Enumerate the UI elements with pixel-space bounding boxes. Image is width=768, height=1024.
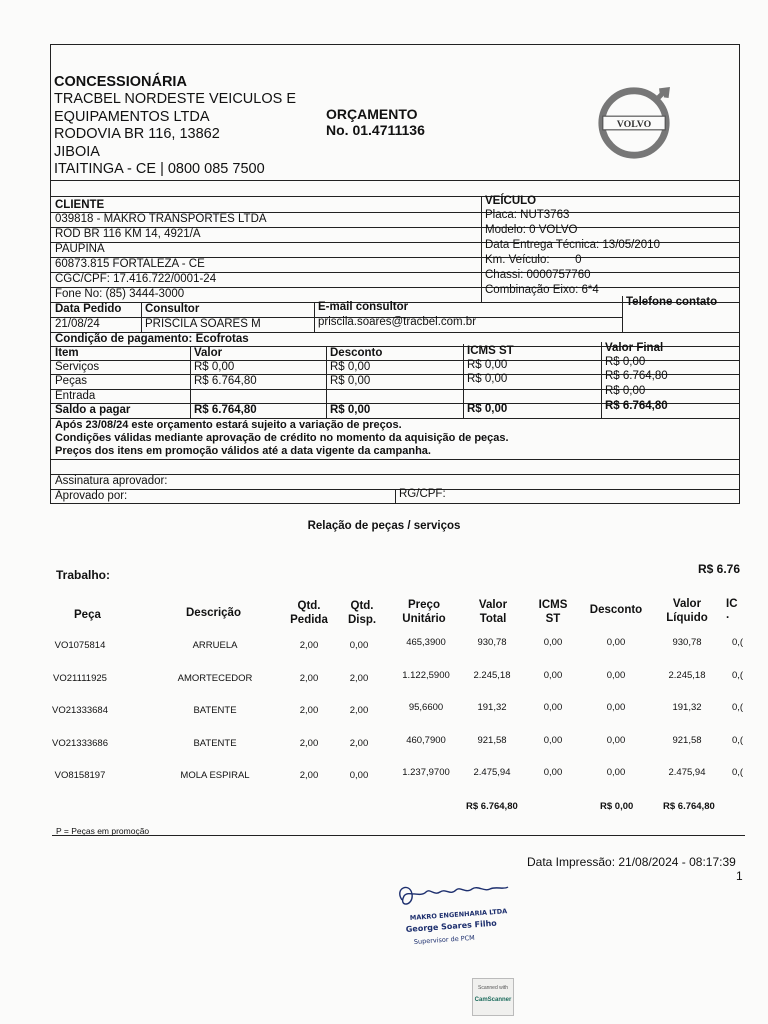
note-line: Condições válidas mediante aprovação de crédito no momento da aquisição de peças. xyxy=(55,432,509,444)
summary-cell: R$ 0,00 xyxy=(605,385,646,397)
vehicle-plate: Placa: NUT3763 xyxy=(485,209,570,221)
part-code-cell: VO8158197 xyxy=(54,770,106,781)
summary-cell: R$ 0,00 xyxy=(330,375,371,387)
table-cell: BATENTE xyxy=(193,705,237,716)
part-code-cell: VO21111925 xyxy=(53,672,107,684)
table-cell: 1.237,9700 xyxy=(402,767,450,778)
vehicle-delivery-date: Data Entrega Técnica: 13/05/2010 xyxy=(485,239,660,251)
relation-title: Relação de peças / serviços xyxy=(307,520,461,532)
table-cell: 2,00 xyxy=(299,672,319,684)
table-cell: 0,00 xyxy=(543,767,563,778)
summary-row-label: Serviços xyxy=(55,361,100,373)
col-header-qty-ordered: Qtd. Pedida xyxy=(290,600,328,626)
svg-text:George Soares Filho: George Soares Filho xyxy=(405,918,498,934)
summary-header-value: Valor xyxy=(194,347,223,359)
payment-condition: Condição de pagamento: Ecofrotas xyxy=(55,333,249,345)
order-date-label: Data Pedido xyxy=(55,303,122,315)
table-cell: 0,00 xyxy=(606,637,626,648)
table-cell: AMORTECEDOR xyxy=(177,672,253,684)
summary-cell: R$ 6.764,80 xyxy=(605,400,668,412)
table-cell: 0,00 xyxy=(606,702,626,713)
rg-label: RG/CPF: xyxy=(399,488,446,500)
col-header-total-value: Valor Total xyxy=(478,599,508,625)
net-value-sum: R$ 6.764,80 xyxy=(663,801,715,812)
table-cell: 921,58 xyxy=(672,734,702,746)
col-header-discount: Desconto xyxy=(589,604,643,616)
col-header-net-value: Valor Líquido xyxy=(666,598,708,624)
table-cell: 0,00 xyxy=(543,702,563,713)
part-code-cell: VO21333684 xyxy=(52,705,108,716)
vehicle-section-label: VEÍCULO xyxy=(485,195,537,207)
table-cell: 0,( xyxy=(732,702,744,713)
summary-cell: R$ 6.764,80 xyxy=(194,404,257,416)
client-city: 60873.815 FORTALEZA - CE xyxy=(55,258,205,270)
table-cell: 0,00 xyxy=(606,734,626,746)
svg-text:Supervisor de PCM: Supervisor de PCM xyxy=(413,933,476,946)
table-cell: 2,00 xyxy=(299,737,319,749)
summary-row-label: Entrada xyxy=(55,390,96,402)
table-cell: 930,78 xyxy=(477,637,507,648)
summary-cell: R$ 0,00 xyxy=(467,359,508,371)
summary-row-label: Saldo a pagar xyxy=(55,404,131,416)
table-cell: 0,00 xyxy=(543,637,563,648)
table-cell: 0,00 xyxy=(543,734,563,746)
summary-cell: R$ 0,00 xyxy=(330,361,371,373)
vehicle-chassis: Chassi: 0000757760 xyxy=(485,269,591,281)
consultant-value: PRISCILA SOARES M xyxy=(145,318,261,330)
client-phone: Fone No: (85) 3444-3000 xyxy=(55,288,185,300)
col-header-part: Peça xyxy=(74,609,101,621)
total-value-sum: R$ 6.764,80 xyxy=(466,801,518,812)
order-date-value: 21/08/24 xyxy=(55,318,100,330)
dealer-address: TRACBEL NORDESTE VEICULOS E EQUIPAMENTOS LTDA RODOVIA BR 116, 13862 JIBOIA ITAITINGA - CE | 0800 085 7500 xyxy=(54,91,296,177)
work-label: Trabalho: xyxy=(56,568,111,582)
summary-row-label: Peças xyxy=(55,375,87,387)
part-code-cell: VO21333686 xyxy=(52,737,108,749)
email-value: priscila.soares@tracbel.com.br xyxy=(318,316,477,328)
table-cell: 2,00 xyxy=(349,737,369,749)
client-tax-id: CGC/CPF: 17.416.722/0001-24 xyxy=(55,273,217,285)
approved-by-label: Aprovado por: xyxy=(55,490,128,502)
part-code-cell: VO1075814 xyxy=(54,640,106,651)
table-cell: ARRUELA xyxy=(192,640,238,651)
summary-header-final: Valor Final xyxy=(605,342,664,354)
note-line: Preços dos itens em promoção válidos até a data vigente da campanha. xyxy=(55,445,431,457)
vehicle-model: Modelo: 0 VOLVO xyxy=(485,224,578,236)
signature-label: Assinatura aprovador: xyxy=(55,475,168,487)
summary-cell: R$ 0,00 xyxy=(194,361,235,373)
table-cell: 2,00 xyxy=(299,770,319,781)
phone-label: Telefone contato xyxy=(626,296,718,308)
summary-cell: R$ 6.764,80 xyxy=(605,370,668,382)
col-header-description: Descrição xyxy=(186,607,241,619)
col-header-qty-available: Qtd. Disp. xyxy=(347,600,377,626)
summary-cell: R$ 0,00 xyxy=(467,403,508,415)
table-cell: 0,00 xyxy=(543,669,563,681)
client-address: ROD BR 116 KM 14, 4921/A xyxy=(55,228,201,240)
svg-text:MAKRO ENGENHARIA LTDA: MAKRO ENGENHARIA LTDA xyxy=(409,907,508,922)
table-cell: MOLA ESPIRAL xyxy=(180,770,250,781)
table-cell: 0,( xyxy=(732,669,744,681)
table-cell: 0,( xyxy=(732,637,744,648)
volvo-logo-icon xyxy=(595,84,673,162)
table-cell: 95,6600 xyxy=(408,702,444,713)
table-cell: 2,00 xyxy=(299,705,319,716)
table-cell: 465,3900 xyxy=(406,637,446,648)
table-cell: 2.475,94 xyxy=(668,767,706,778)
page-number: 1 xyxy=(736,869,743,883)
table-cell: 0,00 xyxy=(606,669,626,681)
quote-number: No. 01.4711136 xyxy=(326,122,425,138)
table-cell: 0,00 xyxy=(349,770,369,781)
discount-sum: R$ 0,00 xyxy=(600,801,634,812)
table-cell: 0,00 xyxy=(349,640,369,651)
handwritten-signature xyxy=(390,880,520,970)
summary-cell: R$ 0,00 xyxy=(467,373,508,385)
note-line: Após 23/08/24 este orçamento estará sujeito a variação de preços. xyxy=(55,419,402,431)
table-cell: 191,32 xyxy=(672,702,702,713)
col-header-unit-price: Preço Unitário xyxy=(402,599,446,625)
consultant-label: Consultor xyxy=(145,303,200,315)
print-date: Data Impressão: 21/08/2024 - 08:17:39 xyxy=(527,855,736,869)
table-cell: BATENTE xyxy=(193,737,237,749)
col-header-cut-off: IC · xyxy=(726,598,738,624)
summary-header-icms: ICMS ST xyxy=(467,345,514,357)
summary-header-item: Item xyxy=(55,347,79,359)
table-cell: 2,00 xyxy=(349,672,369,684)
dealer-title: CONCESSIONÁRIA xyxy=(54,74,187,90)
svg-text:VOLVO: VOLVO xyxy=(616,118,652,130)
table-cell: 921,58 xyxy=(477,734,507,746)
table-cell: 2.245,18 xyxy=(668,669,706,681)
summary-cell: R$ 6.764,80 xyxy=(194,375,257,387)
client-section-label: CLIENTE xyxy=(55,199,105,211)
summary-cell: R$ 0,00 xyxy=(330,404,371,416)
table-cell: 930,78 xyxy=(672,637,702,648)
table-cell: 2,00 xyxy=(299,640,319,651)
work-total: R$ 6.76 xyxy=(698,562,741,576)
email-label: E-mail consultor xyxy=(318,301,409,313)
summary-header-discount: Desconto xyxy=(330,347,383,359)
summary-cell: R$ 0,00 xyxy=(605,356,646,368)
quote-heading: ORÇAMENTO No. 01.4711136 xyxy=(326,106,425,138)
table-cell: 2.245,18 xyxy=(473,669,511,681)
vehicle-km: Km. Veículo: 0 xyxy=(485,254,582,266)
client-district: PAUPINA xyxy=(55,243,105,255)
table-cell: 460,7900 xyxy=(406,734,446,746)
col-header-icms-st: ICMS ST xyxy=(538,599,568,625)
table-cell: 2,00 xyxy=(349,705,369,716)
table-cell: 0,00 xyxy=(606,767,626,778)
table-cell: 0,( xyxy=(732,734,744,746)
vehicle-axle: Combinação Eixo: 6*4 xyxy=(485,284,599,296)
table-cell: 1.122,5900 xyxy=(402,669,450,681)
table-cell: 191,32 xyxy=(477,702,507,713)
promo-note: P = Peças em promoção xyxy=(56,826,150,836)
client-name: 039818 - MAKRO TRANSPORTES LTDA xyxy=(55,213,267,225)
table-cell: 2.475,94 xyxy=(473,767,511,778)
table-cell: 0,( xyxy=(732,767,744,778)
camscanner-watermark: Scanned with CamScanner xyxy=(472,978,514,1016)
